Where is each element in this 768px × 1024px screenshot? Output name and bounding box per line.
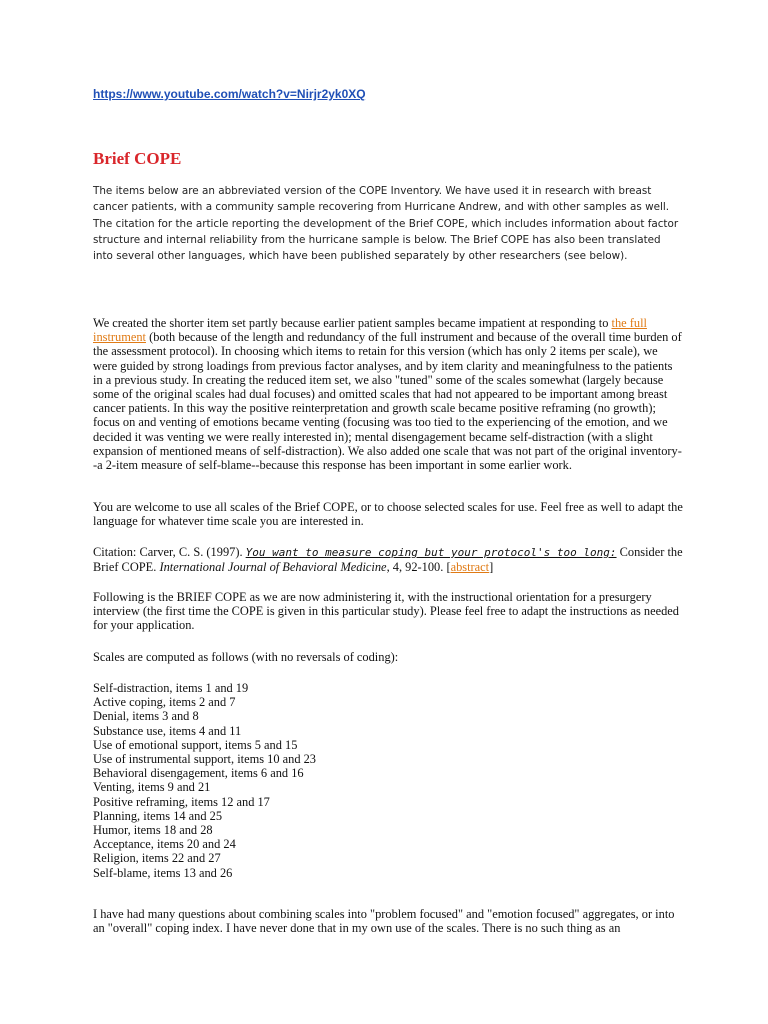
list-item: Behavioral disengagement, items 6 and 16 bbox=[93, 766, 304, 781]
list-item: Planning, items 14 and 25 bbox=[93, 808, 223, 823]
paragraph-text: (both because of the length and redundancy of the full instrument and because of the overall time burden of the assessment protocol). In choosing which items to retain for this version (which has only 2 items per scale), we were guided by strong loadings from previous factor analyses, and by item clarity and meaningfulness to the patients in a previous study. In creating the reduced item set, we also "tuned" some of the scales somewhat (largely because some of the original scales had dual focuses) and omitted scales that had not appeared to be important among breast cancer patients. In this way the positive reinterpretation and growth scale became positive reframing (no growth); focus on and venting of emotions became venting (focusing was too tied to the experiencing of the emotion, and we decided it was venting we were really interested in); mental disengagement became self-distraction (with a slight expansion of mentioned means of self-distraction). We also added one scale that was not part of the original inventory--a 2-item measure of self-blame--because this response has been important in some earlier work. bbox=[93, 330, 682, 473]
paragraph-shorter-item-set bbox=[93, 316, 683, 472]
citation-paragraph bbox=[93, 545, 683, 574]
list-item: Self-blame, items 13 and 26 bbox=[93, 865, 233, 880]
list-item: Humor, items 18 and 28 bbox=[93, 823, 213, 838]
list-item: Religion, items 22 and 27 bbox=[93, 851, 221, 866]
list-item: Acceptance, items 20 and 24 bbox=[93, 837, 236, 852]
citation-article-title: You want to measure coping but your protocol's too long: bbox=[245, 546, 617, 559]
list-item: Active coping, items 2 and 7 bbox=[93, 695, 236, 710]
full-instrument-link[interactable]: the full instrument bbox=[93, 316, 647, 345]
paragraph-administering: Following is the BRIEF COPE as we are now administering it, with the instructional orientation for a presurgery interview (the first time the COPE is given in this particular study). Please feel free to adapt the instructions as needed for your application. bbox=[93, 590, 679, 633]
citation-journal: International Journal of Behavioral Medicine bbox=[159, 560, 387, 575]
paragraph-text: We created the shorter item set partly because earlier patient samples became impatient at responding to bbox=[93, 316, 612, 330]
list-item: Denial, items 3 and 8 bbox=[93, 709, 199, 724]
list-item: Venting, items 9 and 21 bbox=[93, 780, 211, 795]
list-item: Positive reframing, items 12 and 17 bbox=[93, 794, 270, 809]
list-item: Self-distraction, items 1 and 19 bbox=[93, 681, 249, 695]
list-item: Substance use, items 4 and 11 bbox=[93, 723, 242, 738]
scales-list bbox=[93, 681, 683, 880]
abstract-link[interactable]: abstract bbox=[450, 560, 490, 575]
paragraph-combining-scales: I have had many questions about combining scales into "problem focused" and "emotion focused" aggregates, or into an "overall" coping index. I have never done that in my own use of the scales. There is no such thing as an bbox=[93, 907, 675, 936]
intro-paragraph: The items below are an abbreviated version of the COPE Inventory. We have used it in research with breast cancer patients, with a community sample recovering from Hurricane Andrew, and with other samples as well. The citation for the article reporting the development of the Brief COPE, which includes information about factor structure and internal reliability from the hurricane sample is below. The Brief COPE has also been translated into several other languages, which have been published separately by other researchers (see below). bbox=[93, 185, 679, 263]
scales-intro: Scales are computed as follows (with no reversals of coding): bbox=[93, 650, 399, 664]
list-item: Use of instrumental support, items 10 and 23 bbox=[93, 752, 317, 767]
citation-details: , 4, 92-100. [ bbox=[386, 560, 451, 575]
citation-prefix: Citation: Carver, C. S. (1997). bbox=[93, 545, 246, 559]
list-item: Use of emotional support, items 5 and 15 bbox=[93, 737, 298, 752]
citation-middle: Consider the Brief COPE. bbox=[93, 545, 683, 575]
youtube-link[interactable]: https://www.youtube.com/watch?v=Nirjr2yk0XQ bbox=[93, 87, 366, 101]
page-title: Brief COPE bbox=[93, 149, 182, 168]
paragraph-usage: You are welcome to use all scales of the Brief COPE, or to choose selected scales for use. Feel free as well to adapt the language for whatever time scale you are interested in. bbox=[93, 500, 683, 529]
citation-close: ] bbox=[489, 560, 494, 575]
